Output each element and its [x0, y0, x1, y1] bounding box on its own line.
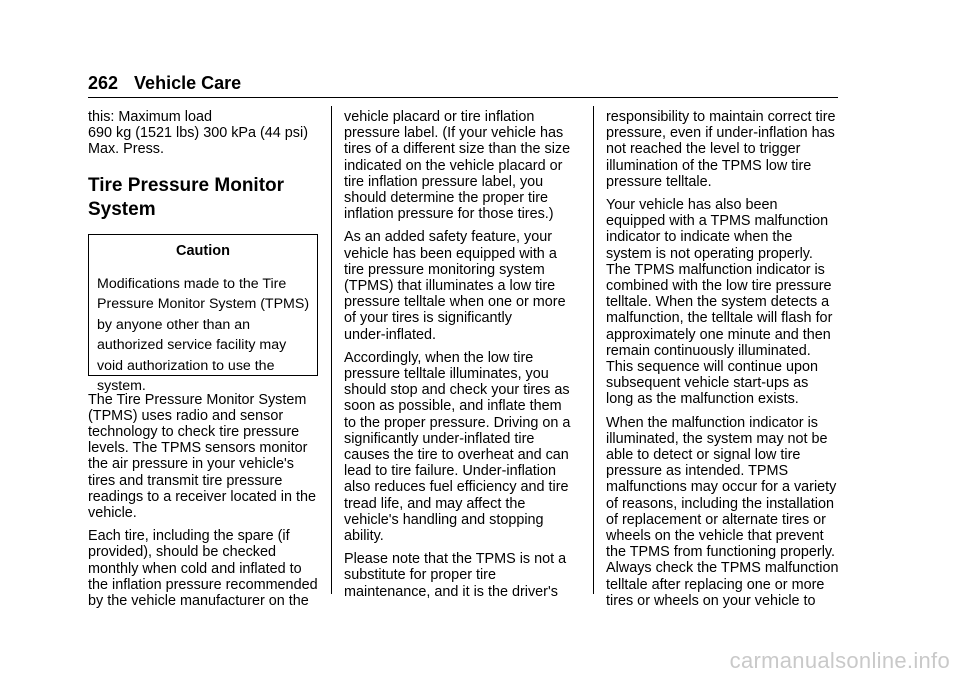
text-line: illuminated, the system may not be [606, 430, 828, 447]
header-rule [88, 97, 838, 98]
section-title [88, 174, 323, 222]
safety-feature-paragraph [344, 229, 578, 342]
column-3 [606, 109, 842, 616]
text-line: indicated on the vehicle placard or [344, 157, 563, 174]
check-monthly-paragraph [88, 528, 323, 609]
column-2 [344, 109, 578, 607]
text-line: of your tires is significantly [344, 310, 512, 327]
text-line: of replacement or alternate tires or [606, 511, 826, 528]
text-line: tires or wheels on your vehicle to [606, 592, 816, 609]
text-line: pressure telltale illuminates, you [344, 366, 549, 383]
text-line: tire pressure monitoring system [344, 261, 545, 278]
text-line: substitute for proper tire [344, 567, 496, 584]
text-line: vehicle. [88, 505, 137, 522]
text-line: indicator to indicate when the [606, 229, 793, 246]
text-line: inflation pressure for those tires.) [344, 206, 554, 223]
text-line: System [88, 198, 156, 220]
text-line: wheels on the vehicle that prevent [606, 528, 824, 545]
page-header [88, 72, 241, 94]
caution-body [97, 274, 309, 397]
text-line: The Tire Pressure Monitor System [88, 391, 307, 408]
text-line: tires of a different size than the size [344, 141, 571, 158]
text-line: technology to check tire pressure [88, 424, 300, 441]
text-line: under-inflated. [344, 326, 437, 343]
text-line: by anyone other than an [97, 316, 251, 333]
text-line: telltale. When the system detects a [606, 294, 830, 311]
text-line: The TPMS malfunction indicator is [606, 261, 825, 278]
page-number: 262 [88, 73, 119, 93]
text-line: pressure label. (If your vehicle has [344, 125, 564, 142]
text-line: tires and transmit tire pressure [88, 472, 283, 489]
text-line: Pressure Monitor System (TPMS) [97, 296, 310, 313]
text-line: of reasons, including the installation [606, 495, 834, 512]
accordingly-paragraph [344, 350, 578, 544]
text-line: provided), should be checked [88, 544, 276, 561]
text-line: illumination of the TPMS low tire [606, 157, 812, 174]
intro-paragraph [88, 109, 323, 158]
text-line: remain continuously illuminated. [606, 342, 811, 359]
column-divider-1 [331, 106, 332, 594]
text-line: Each tire, including the spare (if [88, 528, 290, 545]
watermark: carmanualsonline.info [729, 648, 950, 673]
text-line: Accordingly, when the low tire [344, 349, 534, 366]
caution-box [88, 234, 318, 395]
text-line: lead to tire failure. Under-inflation [344, 463, 556, 480]
text-line: system is not operating properly. [606, 245, 813, 262]
column-1 [88, 109, 323, 616]
text-line: (TPMS) that illuminates a low tire [344, 278, 556, 295]
text-line: this: Maximum load [88, 109, 212, 125]
text-line: the air pressure in your vehicle's [88, 456, 294, 473]
text-line: ability. [344, 528, 384, 545]
text-line: the inflation pressure recommended [88, 576, 318, 593]
text-line: As an added safety feature, your [344, 229, 552, 246]
text-line: telltale after replacing one or more [606, 576, 825, 593]
text-line: not reached the level to trigger [606, 141, 801, 158]
text-line: soon as possible, and inflate them [344, 398, 562, 415]
text-line: This sequence will continue upon [606, 359, 818, 376]
text-line: by the vehicle manufacturer on the [88, 593, 309, 610]
text-line: levels. The TPMS sensors monitor [88, 440, 308, 457]
text-line: (TPMS) uses radio and sensor [88, 407, 284, 424]
tpms-intro-paragraph [88, 392, 323, 522]
text-line: should stop and check your tires as [344, 382, 570, 399]
text-line: 690 kg (1521 lbs) 300 kPa (44 psi) [88, 125, 308, 142]
text-line: maintenance, and it is the driver's [344, 583, 558, 600]
text-line: Please note that the TPMS is not a [344, 551, 567, 568]
text-line: Your vehicle has also been [606, 197, 778, 214]
text-line: equipped with a TPMS malfunction [606, 213, 829, 230]
text-line: pressure, even if under-inflation has [606, 125, 835, 142]
text-line: approximately one minute and then [606, 326, 831, 343]
text-line: causes the tire to overheat and can [344, 447, 569, 464]
text-line: vehicle has been equipped with a [344, 245, 557, 262]
text-line: tire inflation pressure label, you [344, 173, 544, 190]
text-line: combined with the low tire pressure [606, 278, 832, 295]
text-line: tread life, and may affect the [344, 495, 526, 512]
text-line: readings to a receiver located in the [88, 488, 316, 505]
text-line: malfunction, the telltale will flash for [606, 310, 833, 327]
text-line: malfunctions may occur for a variety [606, 479, 837, 496]
text-line: to the proper pressure. Driving on a [344, 414, 571, 431]
text-line: authorized service facility may [97, 337, 287, 354]
text-line: pressure telltale when one or more [344, 294, 566, 311]
section-name: Vehicle Care [134, 73, 242, 93]
text-line: able to detect or signal low tire [606, 447, 801, 464]
malfunction-indicator-paragraph [606, 197, 842, 408]
text-line: subsequent vehicle start-ups as [606, 375, 809, 392]
text-line: responsibility to maintain correct tire [606, 109, 836, 125]
caution-title: Caution [176, 242, 230, 259]
text-line: Max. Press. [88, 141, 164, 158]
text-line: should determine the proper tire [344, 190, 548, 207]
text-line: Always check the TPMS malfunction [606, 560, 839, 577]
text-line: the TPMS from functioning properly. [606, 544, 836, 561]
text-line: pressure as intended. TPMS [606, 463, 789, 480]
text-line: system. [97, 378, 146, 395]
please-note-paragraph [344, 551, 578, 600]
placard-paragraph [344, 109, 578, 222]
text-line: Modifications made to the Tire [97, 275, 287, 292]
text-line: pressure telltale. [606, 173, 712, 190]
text-line: monthly when cold and inflated to [88, 560, 302, 577]
text-line: long as the malfunction exists. [606, 391, 799, 408]
text-line: vehicle's handling and stopping [344, 511, 544, 528]
text-line: vehicle placard or tire inflation [344, 109, 535, 125]
column-divider-2 [593, 106, 594, 594]
text-line: significantly under-inflated tire [344, 430, 535, 447]
text-line: void authorization to use the [97, 357, 275, 374]
responsibility-paragraph [606, 109, 842, 190]
text-line: Tire Pressure Monitor [88, 174, 285, 196]
malfunction-illuminated-paragraph [606, 415, 842, 609]
text-line: When the malfunction indicator is [606, 414, 818, 431]
text-line: also reduces fuel efficiency and tire [344, 479, 569, 496]
